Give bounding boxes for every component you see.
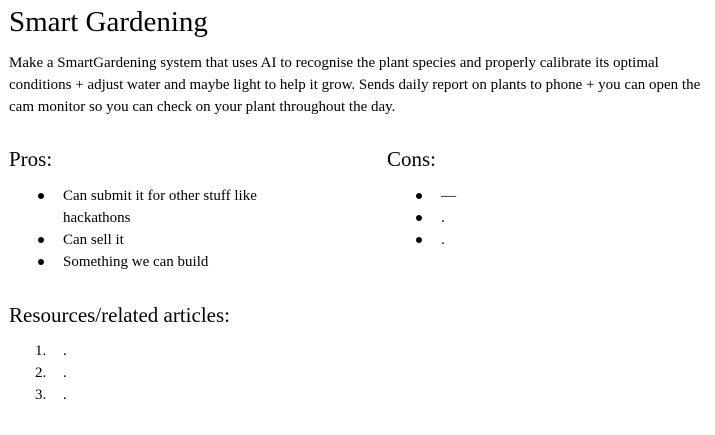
cons-list-item bbox=[441, 207, 561, 229]
page-title: Smart Gardening bbox=[9, 6, 208, 38]
resources-item-text: . bbox=[63, 365, 67, 381]
list-number: 3. bbox=[35, 387, 47, 403]
list-number: 2. bbox=[35, 365, 47, 381]
bullet-icon bbox=[416, 215, 422, 221]
cons-heading: Cons: bbox=[387, 147, 437, 171]
pros-heading: Pros: bbox=[9, 147, 53, 171]
pros-item-text: Can submit it for other stuff like hackathons bbox=[63, 188, 257, 226]
pros-list-item bbox=[63, 185, 303, 229]
cons-list-item bbox=[441, 185, 561, 207]
cons-item-text: . bbox=[441, 232, 445, 248]
bullet-icon bbox=[38, 259, 44, 265]
bullet-icon bbox=[38, 193, 44, 199]
pros-list bbox=[63, 185, 303, 273]
cons-item-text: . bbox=[441, 210, 445, 226]
cons-item-text: — bbox=[441, 188, 456, 204]
cons-list-item bbox=[441, 229, 561, 251]
pros-list-item bbox=[63, 251, 303, 273]
resources-list-item bbox=[35, 340, 67, 362]
resources-list-item bbox=[35, 384, 67, 406]
pros-item-text: Something we can build bbox=[63, 254, 209, 270]
resources-list-item bbox=[35, 362, 67, 384]
cons-list bbox=[441, 185, 561, 251]
bullet-icon bbox=[38, 237, 44, 243]
pros-item-text: Can sell it bbox=[63, 232, 124, 248]
bullet-icon bbox=[416, 237, 422, 243]
resources-item-text: . bbox=[63, 387, 67, 403]
pros-list-item bbox=[63, 229, 303, 251]
bullet-icon bbox=[416, 193, 422, 199]
resources-item-text: . bbox=[63, 343, 67, 359]
list-number: 1. bbox=[35, 343, 47, 359]
resources-heading: Resources/related articles: bbox=[9, 303, 230, 327]
intro-paragraph: Make a SmartGardening system that uses AI to recognise the plant species and properly calibrate its optimal conditions + adjust water and maybe light to help it grow. Sends daily report on plants to phone + you can open the cam monitor so you can check on your plant throughout the day. bbox=[9, 55, 701, 115]
resources-list bbox=[35, 340, 67, 406]
